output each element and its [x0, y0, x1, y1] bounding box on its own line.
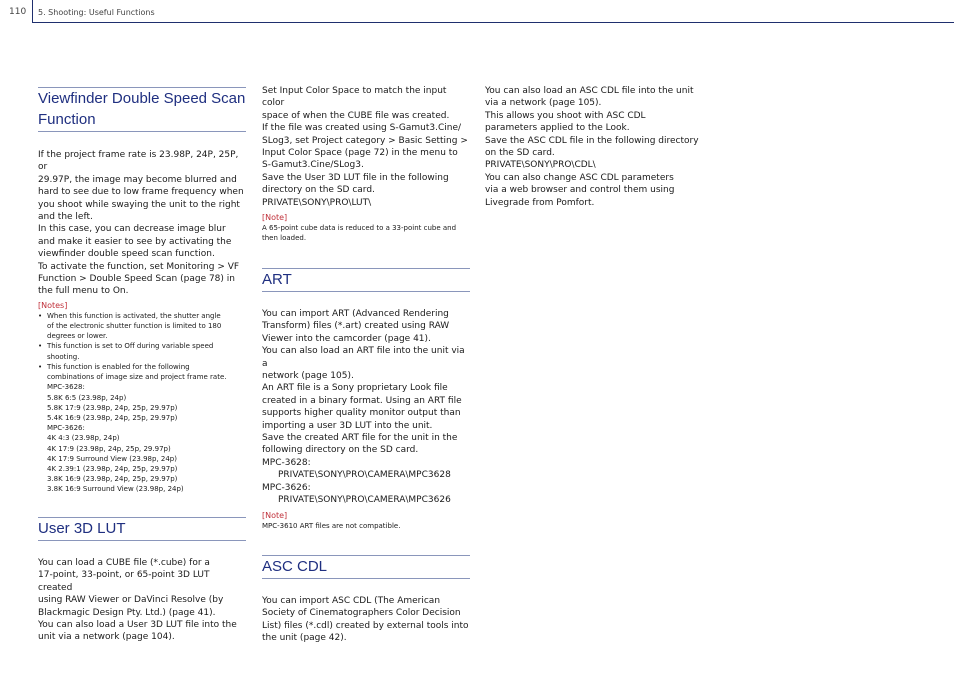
text-line: MPC-3626: [262, 482, 311, 493]
note-line: then loaded. [262, 234, 307, 243]
note-label: [Note] [262, 213, 288, 223]
note-line: • This function is enabled for the following [47, 362, 190, 371]
text-line: You can also change ASC CDL parameters [485, 172, 674, 183]
text-line: Function > Double Speed Scan (page 78) in [38, 274, 235, 285]
viewfinder-body [38, 149, 246, 298]
text-line: Set Input Color Space to match the input color [262, 86, 447, 109]
text-line: 17-point, 33-point, or 65-point 3D LUT created [38, 570, 210, 593]
section-heading-user-3d-lut: User 3D LUT [38, 517, 246, 541]
note-text [262, 223, 470, 243]
note-item [38, 341, 246, 361]
notes-label: [Notes] [38, 300, 68, 310]
note-item [38, 362, 246, 495]
text-line: Input Color Space (page 72) in the menu to [262, 148, 458, 159]
column-1-lut [38, 517, 246, 644]
text-line: You can also load an ASC CDL file into the unit [485, 86, 694, 96]
directory-path: PRIVATE\SONY\PRO\CAMERA\MPC3628 [278, 470, 451, 481]
column-2-asc [262, 555, 470, 645]
lut-continued-body [262, 85, 470, 209]
note-line: 5.4K 16:9 (23.98p, 24p, 25p, 29.97p) [47, 413, 178, 422]
text-line: Blackmagic Design Pty. Ltd.) (page 41). [38, 607, 216, 618]
text-line: SLog3, set Project category > Basic Setting > [262, 135, 468, 146]
note-line: 4K 4:3 (23.98p, 24p) [47, 434, 120, 443]
text-line: List) files (*.cdl) created by external tools into [262, 620, 469, 631]
text-line: and make it easier to see by activating the [38, 236, 232, 247]
directory-path: PRIVATE\SONY\PRO\CAMERA\MPC3626 [278, 495, 451, 506]
lut-body [38, 557, 246, 644]
page-number: 110 [9, 7, 27, 17]
note-line: 3.8K 16:9 Surround View (23.98p, 24p) [47, 485, 184, 494]
asc-continued-body [485, 85, 700, 209]
header-divider [32, 0, 33, 23]
note-line: degrees or lower. [47, 332, 108, 341]
section-heading-art: ART [262, 268, 470, 292]
text-line: directory on the SD card. [262, 185, 375, 196]
text-line: If the project frame rate is 23.98P, 24P, 25P, or [38, 150, 239, 173]
note-line: 4K 17:9 Surround View (23.98p, 24p) [47, 454, 177, 463]
note-text: MPC-3610 ART files are not compatible. [262, 521, 401, 530]
text-line: the unit (page 42). [262, 633, 347, 644]
note-line: A 65-point cube data is reduced to a 33-point cube and [262, 224, 457, 233]
text-line: You can import ASC CDL (The American [262, 596, 441, 606]
text-line: following directory on the SD card. [262, 445, 419, 456]
text-line: network (page 105). [262, 371, 354, 382]
note-line: combinations of image size and project frame rate. [47, 373, 227, 382]
note-line: 3.8K 16:9 (23.98p, 24p, 25p, 29.97p) [47, 475, 178, 484]
note-line: 5.8K 6:5 (23.98p, 24p) [47, 393, 127, 402]
column-1 [38, 87, 246, 495]
note-label: [Note] [262, 510, 288, 520]
text-line: parameters applied to the Look. [485, 123, 630, 134]
text-line: viewfinder double speed scan function. [38, 249, 215, 260]
text-line: Society of Cinematographers Color Decision [262, 608, 461, 619]
note-line: 4K 17:9 (23.98p, 24p, 25p, 29.97p) [47, 444, 171, 453]
section-heading-viewfinder: Viewfinder Double Speed Scan Function [38, 87, 246, 132]
text-line: using RAW Viewer or DaVinci Resolve (by [38, 595, 224, 606]
text-line: Save the created ART file for the unit in the [262, 433, 458, 444]
note-item [38, 311, 246, 342]
note-line: MPC-3626: [47, 424, 85, 433]
text-line: You can import ART (Advanced Rendering [262, 309, 449, 319]
note-line: of the electronic shutter function is limited to 180 [47, 322, 222, 331]
column-2-art [262, 268, 470, 531]
text-line: To activate the function, set Monitoring > VF [38, 261, 240, 272]
note-line: shooting. [47, 352, 80, 361]
column-3 [485, 85, 700, 209]
text-line: importing a user 3D LUT into the unit. [262, 420, 433, 431]
text-line: Save the ASC CDL file in the following directory [485, 135, 699, 146]
text-line: Viewer into the camcorder (page 41). [262, 333, 431, 344]
text-line: You can also load a User 3D LUT file into the [38, 620, 237, 631]
text-line: created in a binary format. Using an ART file [262, 395, 462, 406]
text-line: on the SD card. [485, 148, 555, 159]
text-line: via a web browser and control them using [485, 185, 675, 196]
text-line: MPC-3628: [262, 457, 311, 468]
text-line: PRIVATE\SONY\PRO\CDL\ [485, 160, 596, 171]
note-line: 5.8K 17:9 (23.98p, 24p, 25p, 29.97p) [47, 403, 178, 412]
section-heading-asc-cdl: ASC CDL [262, 555, 470, 579]
text-line: You can load a CUBE file (*.cube) for a [38, 558, 210, 568]
text-line: An ART file is a Sony proprietary Look file [262, 383, 448, 394]
text-line: and the left. [38, 212, 93, 223]
column-2 [262, 85, 470, 243]
art-body [262, 308, 470, 507]
text-line: space of when the CUBE file was created. [262, 110, 450, 121]
text-line: If the file was created using S-Gamut3.Cine/ [262, 123, 462, 134]
text-line: the full menu to On. [38, 286, 129, 297]
text-line: 29.97P, the image may become blurred and [38, 174, 237, 185]
text-line: Livegrade from Pomfort. [485, 197, 595, 208]
chapter-title: 5. Shooting: Useful Functions [38, 8, 155, 17]
text-line: In this case, you can decrease image blur [38, 224, 226, 235]
note-line: • When this function is activated, the shutter angle [47, 311, 221, 320]
text-line: S-Gamut3.Cine/SLog3. [262, 160, 364, 171]
notes-list [38, 311, 246, 495]
text-line: supports higher quality monitor output than [262, 408, 461, 419]
text-line: you shoot while swaying the unit to the right [38, 199, 240, 210]
header-rule [32, 22, 954, 23]
text-line: You can also load an ART file into the unit via a [262, 346, 465, 369]
text-line: via a network (page 105). [485, 98, 602, 109]
note-line: MPC-3628: [47, 383, 85, 392]
text-line: Transform) files (*.art) created using RAW [262, 321, 450, 332]
note-line: • This function is set to Off during variable speed [47, 342, 214, 351]
text-line: Save the User 3D LUT file in the following [262, 172, 449, 183]
asc-body [262, 595, 470, 645]
text-line: hard to see due to low frame frequency when [38, 187, 244, 198]
page-header [0, 0, 954, 24]
text-line: unit via a network (page 104). [38, 632, 175, 643]
note-line: 4K 2.39:1 (23.98p, 24p, 25p, 29.97p) [47, 464, 178, 473]
text-line: PRIVATE\SONY\PRO\LUT\ [262, 197, 372, 208]
text-line: This allows you shoot with ASC CDL [485, 110, 646, 121]
